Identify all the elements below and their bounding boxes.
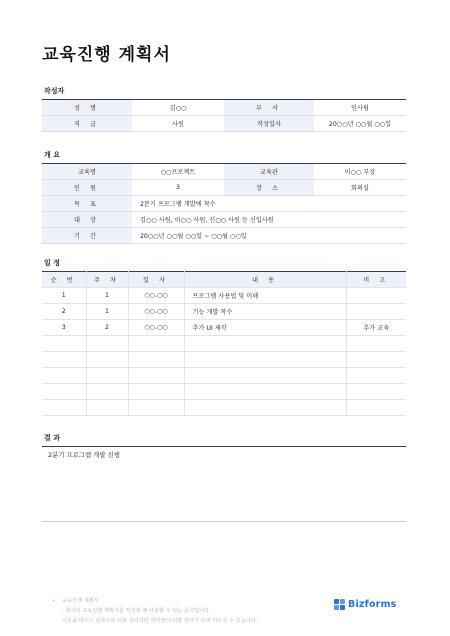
section-label-writer: 작성자 bbox=[44, 87, 65, 95]
table-row bbox=[42, 212, 406, 228]
table-row bbox=[42, 368, 406, 384]
cell-week bbox=[86, 400, 128, 416]
cell-note: 추가 교육 bbox=[346, 320, 406, 336]
result-divider-top bbox=[42, 446, 406, 447]
footer-line-1: 교육진행 계획서 bbox=[62, 598, 99, 604]
cell-content bbox=[184, 384, 346, 400]
department-value: 인사팀 bbox=[314, 100, 406, 116]
target-label: 대 상 bbox=[42, 212, 132, 228]
table-row bbox=[42, 288, 406, 304]
cell-date: ○○.○○ bbox=[128, 288, 184, 304]
cell-note bbox=[346, 384, 406, 400]
cell-note bbox=[346, 400, 406, 416]
cell-week: 1 bbox=[86, 304, 128, 320]
cell-seq bbox=[42, 336, 86, 352]
instructor-value: 이○○ 부장 bbox=[314, 164, 406, 180]
cell-content bbox=[184, 400, 346, 416]
cell-week bbox=[86, 368, 128, 384]
headcount-value: 3 bbox=[132, 180, 224, 196]
table-row bbox=[42, 384, 406, 400]
department-label: 부 서 bbox=[224, 100, 314, 116]
table-row bbox=[42, 304, 406, 320]
goal-value: 2분기 프로그램 개발에 착수 bbox=[132, 196, 406, 212]
cell-date bbox=[128, 368, 184, 384]
cell-content bbox=[184, 352, 346, 368]
cell-date bbox=[128, 400, 184, 416]
cell-seq: 1 bbox=[42, 288, 86, 304]
header-date: 일 자 bbox=[128, 272, 184, 288]
table-row bbox=[42, 180, 406, 196]
period-value: 20○○년 ○○월 ○○일 ~ ○○월 ○○일 bbox=[132, 228, 406, 244]
cell-seq bbox=[42, 384, 86, 400]
course-name-value: ○○프로젝트 bbox=[132, 164, 224, 180]
cell-content bbox=[184, 336, 346, 352]
cell-content: 추가 UI 제작 bbox=[184, 320, 346, 336]
cell-date: ○○.○○ bbox=[128, 320, 184, 336]
name-label: 성 명 bbox=[42, 100, 132, 116]
footer-line-2: - 회사의 교육진행 계획서를 작성할 때 사용할 수 있는 문서입니다. bbox=[62, 608, 211, 614]
result-text: 2분기 프로그램 개발 진행 bbox=[48, 451, 120, 459]
date-value: 20○○년 ○○월 ○○일 bbox=[314, 116, 406, 132]
cell-seq bbox=[42, 400, 86, 416]
cell-note bbox=[346, 336, 406, 352]
table-row bbox=[42, 100, 406, 116]
cell-week bbox=[86, 352, 128, 368]
cell-week bbox=[86, 336, 128, 352]
table-row bbox=[42, 352, 406, 368]
cell-note bbox=[346, 368, 406, 384]
table-row bbox=[42, 400, 406, 416]
footer-line-3: 이곳을 마우스 왼쪽으로 더블 클릭하면 머리말/꼬리말 상자가 뜨며 지우실 수 있습니다. bbox=[62, 618, 258, 624]
cell-note bbox=[346, 288, 406, 304]
result-divider-bottom bbox=[42, 521, 406, 522]
cell-content bbox=[184, 368, 346, 384]
course-name-label: 교육명 bbox=[42, 164, 132, 180]
rank-value: 사원 bbox=[132, 116, 224, 132]
name-value: 김○○ bbox=[132, 100, 224, 116]
cell-date bbox=[128, 352, 184, 368]
cell-seq: 3 bbox=[42, 320, 86, 336]
document-title: 교육진행 계획서 bbox=[42, 45, 171, 65]
date-label: 작성일자 bbox=[224, 116, 314, 132]
header-week: 주 차 bbox=[86, 272, 128, 288]
section-label-overview: 개 요 bbox=[44, 151, 60, 159]
cell-seq bbox=[42, 368, 86, 384]
cell-content: 기능 개발 착수 bbox=[184, 304, 346, 320]
bizforms-logo bbox=[334, 599, 397, 610]
header-content: 내 용 bbox=[184, 272, 346, 288]
location-label: 장 소 bbox=[224, 180, 314, 196]
cell-date: ○○.○○ bbox=[128, 304, 184, 320]
cell-note bbox=[346, 352, 406, 368]
cell-week: 2 bbox=[86, 320, 128, 336]
cell-week: 1 bbox=[86, 288, 128, 304]
schedule-table bbox=[42, 271, 406, 416]
footer-note bbox=[52, 596, 258, 626]
bizforms-logo-icon bbox=[334, 599, 345, 610]
bizforms-logo-text: Bizforms bbox=[348, 599, 397, 610]
location-value: 회의실 bbox=[314, 180, 406, 196]
writer-table bbox=[42, 99, 406, 132]
table-row bbox=[42, 228, 406, 244]
table-row bbox=[42, 116, 406, 132]
cell-date bbox=[128, 336, 184, 352]
schedule-header-row bbox=[42, 272, 406, 288]
cell-note bbox=[346, 304, 406, 320]
instructor-label: 교육관 bbox=[224, 164, 314, 180]
cell-date bbox=[128, 384, 184, 400]
cell-seq: 2 bbox=[42, 304, 86, 320]
table-row bbox=[42, 164, 406, 180]
header-note: 비 고 bbox=[346, 272, 406, 288]
table-row bbox=[42, 320, 406, 336]
period-label: 기 간 bbox=[42, 228, 132, 244]
header-seq: 순 번 bbox=[42, 272, 86, 288]
target-value: 김○○ 사원, 이○○ 사원, 신○○ 사원 등 신입사원 bbox=[132, 212, 406, 228]
goal-label: 목 표 bbox=[42, 196, 132, 212]
rank-label: 직 급 bbox=[42, 116, 132, 132]
overview-table bbox=[42, 163, 406, 244]
section-label-schedule: 일 정 bbox=[44, 259, 60, 267]
cell-content: 프로그램 사용법 및 이해 bbox=[184, 288, 346, 304]
footer-bullet: • bbox=[52, 598, 56, 604]
cell-week bbox=[86, 384, 128, 400]
cell-seq bbox=[42, 352, 86, 368]
headcount-label: 인 원 bbox=[42, 180, 132, 196]
section-label-result: 결 과 bbox=[44, 434, 60, 442]
table-row bbox=[42, 196, 406, 212]
table-row bbox=[42, 336, 406, 352]
